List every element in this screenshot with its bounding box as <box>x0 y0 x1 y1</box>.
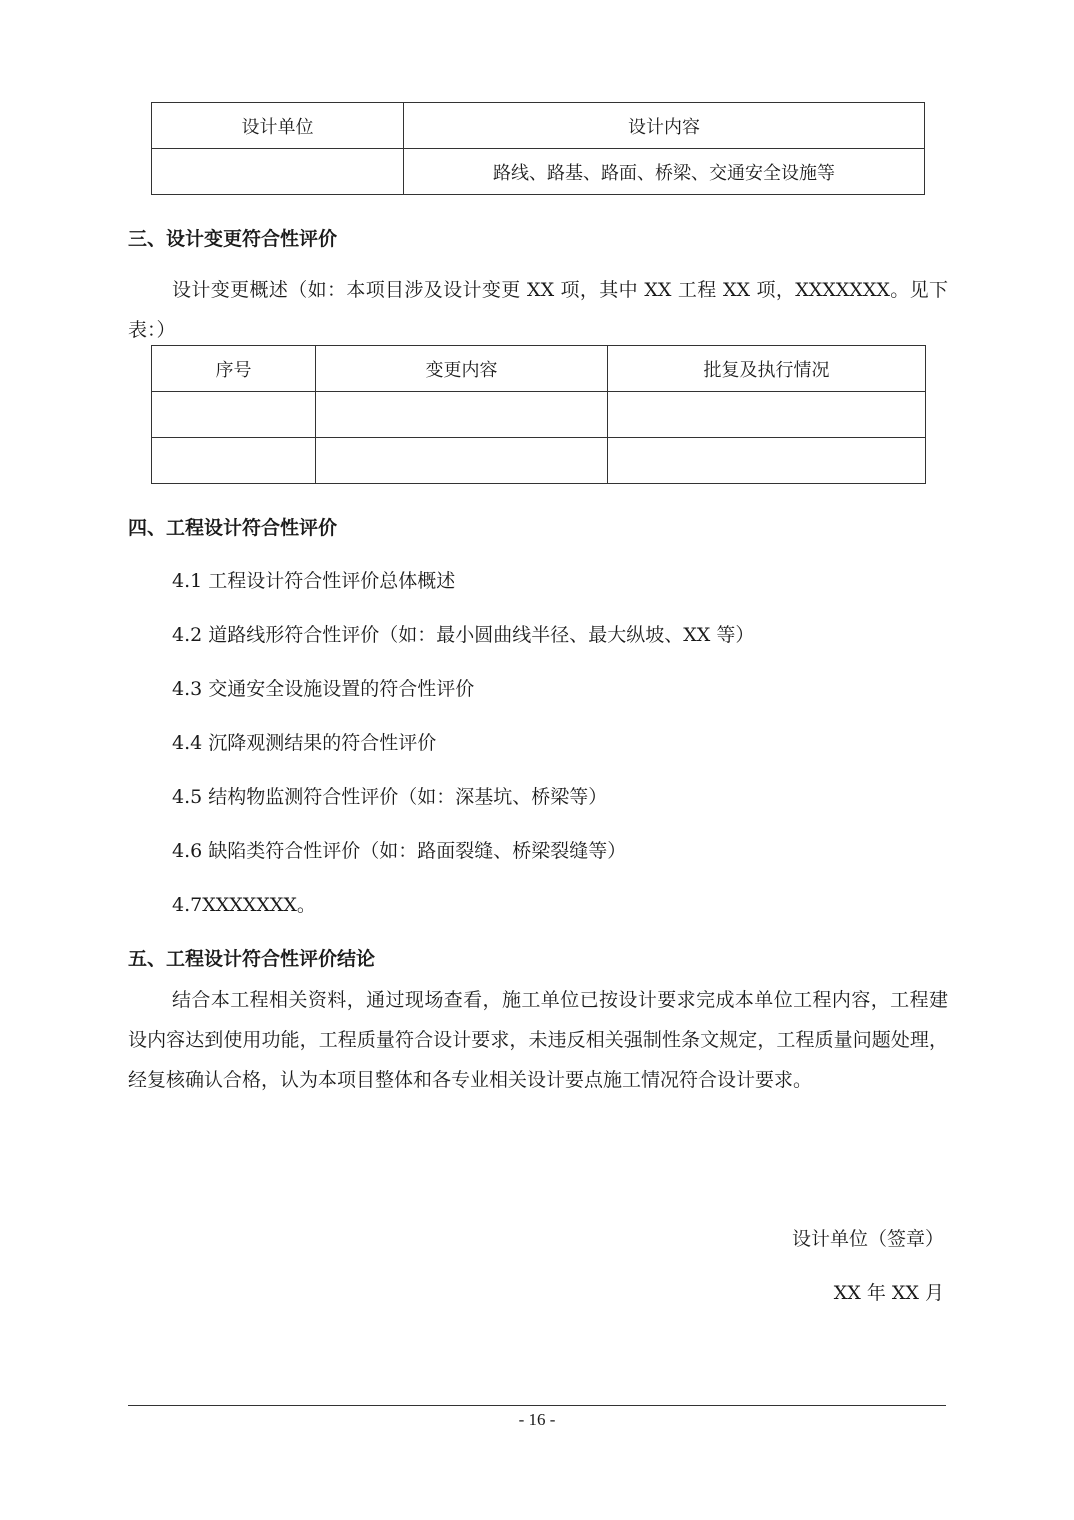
section-5-heading: 五、工程设计符合性评价结论 <box>128 948 376 970</box>
section-4-item: 4.7XXXXXXX。 <box>172 894 316 916</box>
header-approval-status: 批复及执行情况 <box>608 346 926 392</box>
cell-approval-status <box>608 438 926 484</box>
cell-approval-status <box>608 392 926 438</box>
design-change-table <box>151 345 926 484</box>
cell-change-content <box>316 438 608 484</box>
signature-date: XX 年 XX 月 <box>833 1282 944 1304</box>
table-header-row <box>152 346 926 392</box>
table-row <box>152 149 925 195</box>
section-4-heading: 四、工程设计符合性评价 <box>128 517 338 539</box>
section-4-item: 4.5 结构物监测符合性评价（如：深基坑、桥梁等） <box>172 786 608 808</box>
section-4-item: 4.1 工程设计符合性评价总体概述 <box>172 570 456 592</box>
section-5-paragraph: 结合本工程相关资料，通过现场查看，施工单位已按设计要求完成本单位工程内容，工程建设内容达到使用功能，工程质量符合设计要求，未违反相关强制性条文规定，工程质量问题处理，经复核确认合格，认为本项目整体和各专业相关设计要点施工情况符合设计要求。 <box>128 989 948 1091</box>
header-design-unit: 设计单位 <box>152 103 404 149</box>
cell-serial-number <box>152 438 316 484</box>
design-unit-table <box>151 102 925 195</box>
header-serial-number: 序号 <box>152 346 316 392</box>
section-3-heading: 三、设计变更符合性评价 <box>128 228 338 250</box>
table-header-row <box>152 103 925 149</box>
section-4-item: 4.6 缺陷类符合性评价（如：路面裂缝、桥梁裂缝等） <box>172 840 627 862</box>
table-row <box>152 438 926 484</box>
page-number: - 16 - <box>518 1410 556 1429</box>
table-row <box>152 392 926 438</box>
cell-design-content: 路线、路基、路面、桥梁、交通安全设施等 <box>404 149 925 195</box>
section-4-item: 4.4 沉降观测结果的符合性评价 <box>172 732 437 754</box>
cell-change-content <box>316 392 608 438</box>
cell-serial-number <box>152 392 316 438</box>
section-3-paragraph: 设计变更概述（如：本项目涉及设计变更 XX 项，其中 XX 工程 XX 项，XXXXXXX。见下表：） <box>128 279 948 341</box>
section-4-item: 4.2 道路线形符合性评价（如：最小圆曲线半径、最大纵坡、XX 等） <box>172 624 755 646</box>
section-4-item: 4.3 交通安全设施设置的符合性评价 <box>172 678 475 700</box>
signature-unit: 设计单位（签章） <box>791 1228 944 1250</box>
header-design-content: 设计内容 <box>404 103 925 149</box>
footer-divider <box>128 1405 946 1406</box>
cell-design-unit <box>152 149 404 195</box>
header-change-content: 变更内容 <box>316 346 608 392</box>
